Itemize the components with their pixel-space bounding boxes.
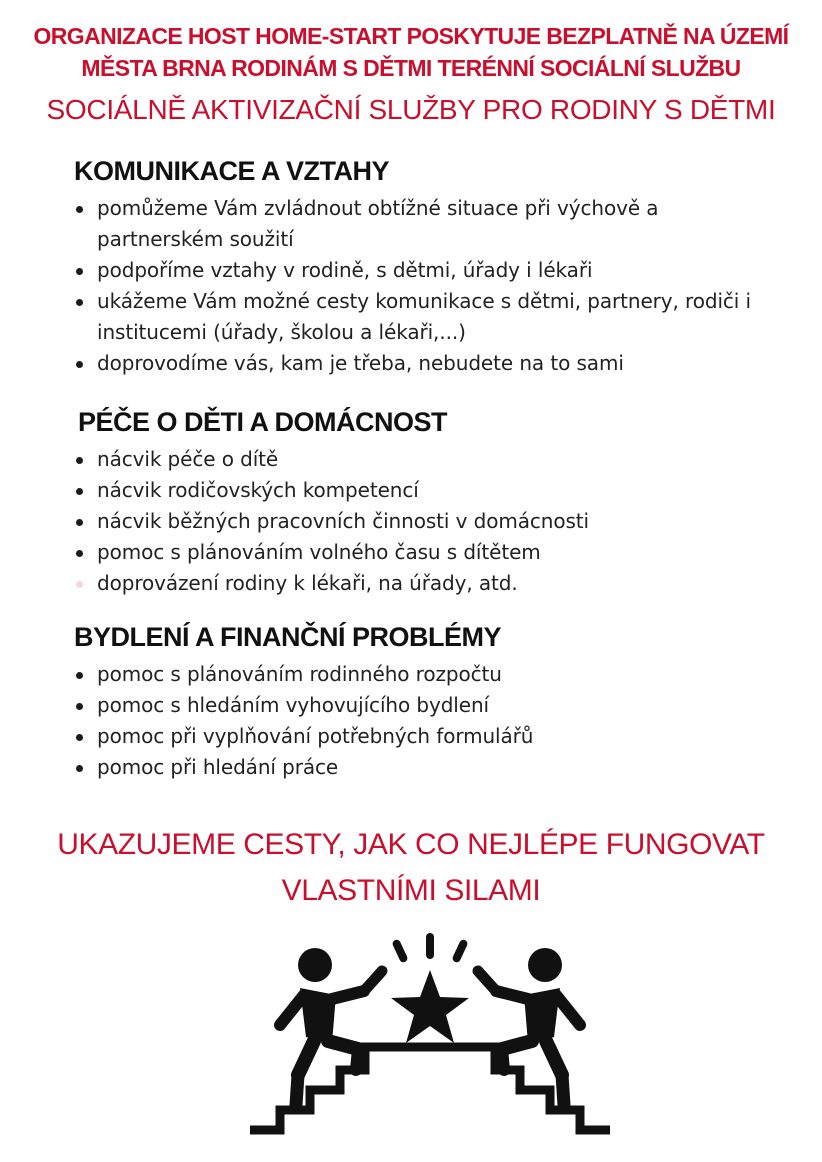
list-item	[74, 568, 778, 599]
list-item	[74, 721, 774, 752]
list-item	[74, 506, 778, 537]
bullet-list	[74, 659, 774, 783]
list-item-text: pomoc s plánováním rodinného rozpočtu	[97, 662, 502, 686]
bullet-icon	[76, 672, 83, 679]
bullet-icon	[76, 488, 83, 495]
bullet-icon	[76, 361, 83, 368]
headline-line-2: MĚSTA BRNA RODINÁM S DĚTMI TERÉNNÍ SOCIÁLNÍ SLUŽBU	[81, 55, 741, 81]
section-title: KOMUNIKACE A VZTAHY	[74, 156, 389, 186]
headline	[0, 20, 822, 84]
person-left-icon	[280, 948, 382, 1105]
bullet-icon	[76, 457, 83, 464]
list-item	[74, 475, 778, 506]
list-item-text: pomoc s plánováním volného času s dítětem	[97, 540, 541, 564]
subtitle: SOCIÁLNĚ AKTIVIZAČNÍ SLUŽBY PRO RODINY S DĚTMI	[46, 94, 776, 125]
star-icon	[391, 970, 469, 1043]
section-title: PÉČE O DĚTI A DOMÁCNOST	[78, 407, 448, 437]
list-item	[74, 690, 774, 721]
bullet-list	[74, 444, 778, 599]
list-item-text: pomůžeme Vám zvládnout obtížné situace při výchově a partnerském soužití	[97, 196, 659, 251]
list-item	[74, 659, 774, 690]
list-item-text: ukážeme Vám možné cesty komunikace s dětmi, partnery, rodiči i institucemi (úřady, školou a lékaři,...)	[97, 289, 751, 344]
bullet-icon	[76, 550, 83, 557]
bullet-icon	[76, 734, 83, 741]
section-communication	[74, 156, 774, 379]
bullet-icon	[76, 268, 83, 275]
list-item-text: pomoc s hledáním vyhovujícího bydlení	[97, 693, 489, 717]
list-item-text: nácvik rodičovských kompetencí	[97, 478, 419, 502]
slogan-line-1: UKAZUJEME CESTY, JAK CO NEJLÉPE FUNGOVAT	[57, 828, 765, 861]
list-item-text: podpoříme vztahy v rodině, s dětmi, úřady i lékaři	[97, 258, 593, 282]
list-item	[74, 444, 778, 475]
ray-icon	[451, 938, 468, 963]
section-childcare	[78, 407, 778, 599]
list-item	[74, 537, 778, 568]
list-item-text: pomoc při vyplňování potřebných formulářů	[97, 724, 534, 748]
bullet-icon	[76, 299, 83, 306]
list-item-text: doprovázení rodiny k lékaři, na úřady, atd.	[97, 571, 518, 595]
list-item	[74, 286, 774, 348]
headline-line-1: ORGANIZACE HOST HOME-START POSKYTUJE BEZPLATNĚ NA ÚZEMÍ	[33, 23, 789, 49]
bullet-icon	[76, 765, 83, 772]
bullet-list	[74, 193, 774, 379]
list-item-text: nácvik péče o dítě	[97, 447, 279, 471]
bullet-icon	[76, 206, 83, 213]
person-right-icon	[478, 948, 580, 1105]
bullet-icon	[76, 519, 83, 526]
list-item	[74, 193, 774, 255]
list-item-text: doprovodíme vás, kam je třeba, nebudete na to sami	[97, 351, 624, 375]
list-item-text: nácvik běžných pracovních činnosti v domácnosti	[97, 509, 590, 533]
ray-icon	[426, 933, 434, 959]
bullet-icon	[76, 703, 83, 710]
bullet-icon	[76, 581, 83, 588]
section-housing-finance	[74, 622, 774, 783]
two-people-climbing-stairs-to-star-icon	[240, 925, 620, 1150]
slogan	[0, 822, 822, 914]
slogan-line-2: VLASTNÍMI SILAMI	[281, 874, 541, 907]
list-item	[74, 752, 774, 783]
list-item-text: pomoc při hledání práce	[97, 755, 339, 779]
ray-icon	[391, 938, 408, 963]
list-item	[74, 348, 774, 379]
list-item	[74, 255, 774, 286]
section-title: BYDLENÍ A FINANČNÍ PROBLÉMY	[74, 622, 502, 652]
